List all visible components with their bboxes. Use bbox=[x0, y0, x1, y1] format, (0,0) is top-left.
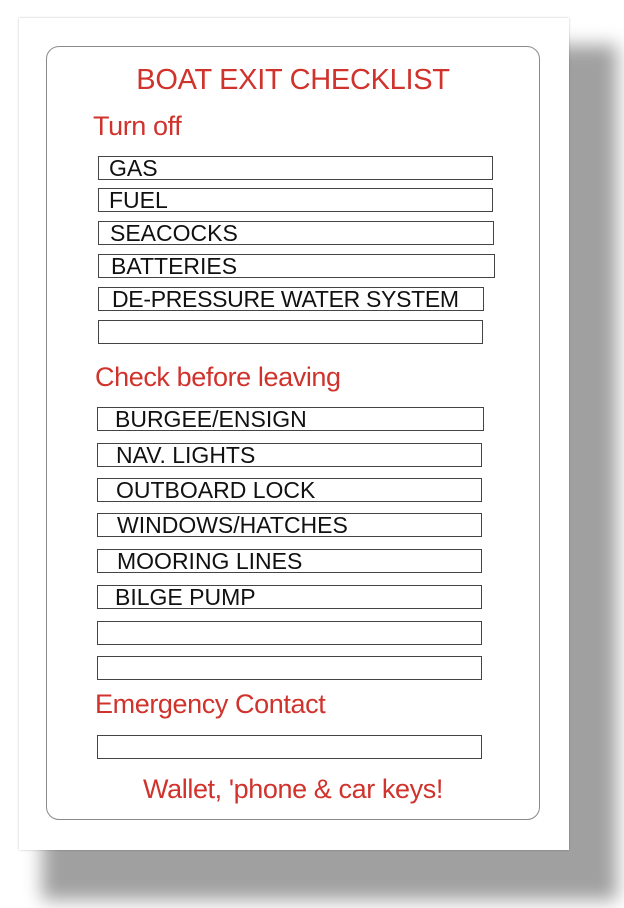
checklist-row-blank[interactable] bbox=[97, 656, 482, 680]
checklist-row-burgee-ensign[interactable] bbox=[97, 407, 484, 431]
row-label: BATTERIES bbox=[111, 254, 238, 278]
row-label: WINDOWS/HATCHES bbox=[117, 513, 348, 537]
row-label: NAV. LIGHTS bbox=[116, 443, 256, 467]
checklist-row-mooring-lines[interactable] bbox=[97, 549, 482, 573]
checklist-row-outboard-lock[interactable] bbox=[97, 478, 482, 502]
checklist-row-batteries[interactable] bbox=[98, 254, 495, 278]
row-label: GAS bbox=[109, 156, 158, 180]
footer-reminder: Wallet, 'phone & car keys! bbox=[143, 774, 443, 804]
checklist-row-nav-lights[interactable] bbox=[97, 443, 482, 467]
row-label: OUTBOARD LOCK bbox=[116, 478, 316, 502]
row-label: SEACOCKS bbox=[110, 221, 238, 245]
checklist-row-fuel[interactable] bbox=[98, 188, 493, 212]
row-label: DE-PRESSURE WATER SYSTEM bbox=[112, 287, 459, 311]
checklist-row-blank[interactable] bbox=[97, 621, 482, 645]
checklist-title: BOAT EXIT CHECKLIST bbox=[136, 64, 450, 96]
emergency-contact-field[interactable] bbox=[97, 735, 482, 759]
checklist-row-gas[interactable] bbox=[98, 156, 493, 180]
row-label: MOORING LINES bbox=[117, 549, 303, 573]
row-label: FUEL bbox=[109, 188, 168, 212]
section-heading-emergency-contact: Emergency Contact bbox=[95, 689, 326, 719]
checklist-row-bilge-pump[interactable] bbox=[97, 585, 482, 609]
checklist-row-blank[interactable] bbox=[98, 320, 483, 344]
section-heading-check-before-leaving: Check before leaving bbox=[95, 362, 341, 392]
row-label: BILGE PUMP bbox=[115, 585, 256, 609]
checklist-row-windows-hatches[interactable] bbox=[97, 513, 482, 537]
checklist-row-seacocks[interactable] bbox=[98, 221, 494, 245]
row-label: BURGEE/ENSIGN bbox=[115, 407, 307, 431]
checklist-row-water-system[interactable] bbox=[98, 287, 484, 311]
section-heading-turn-off: Turn off bbox=[93, 111, 182, 141]
